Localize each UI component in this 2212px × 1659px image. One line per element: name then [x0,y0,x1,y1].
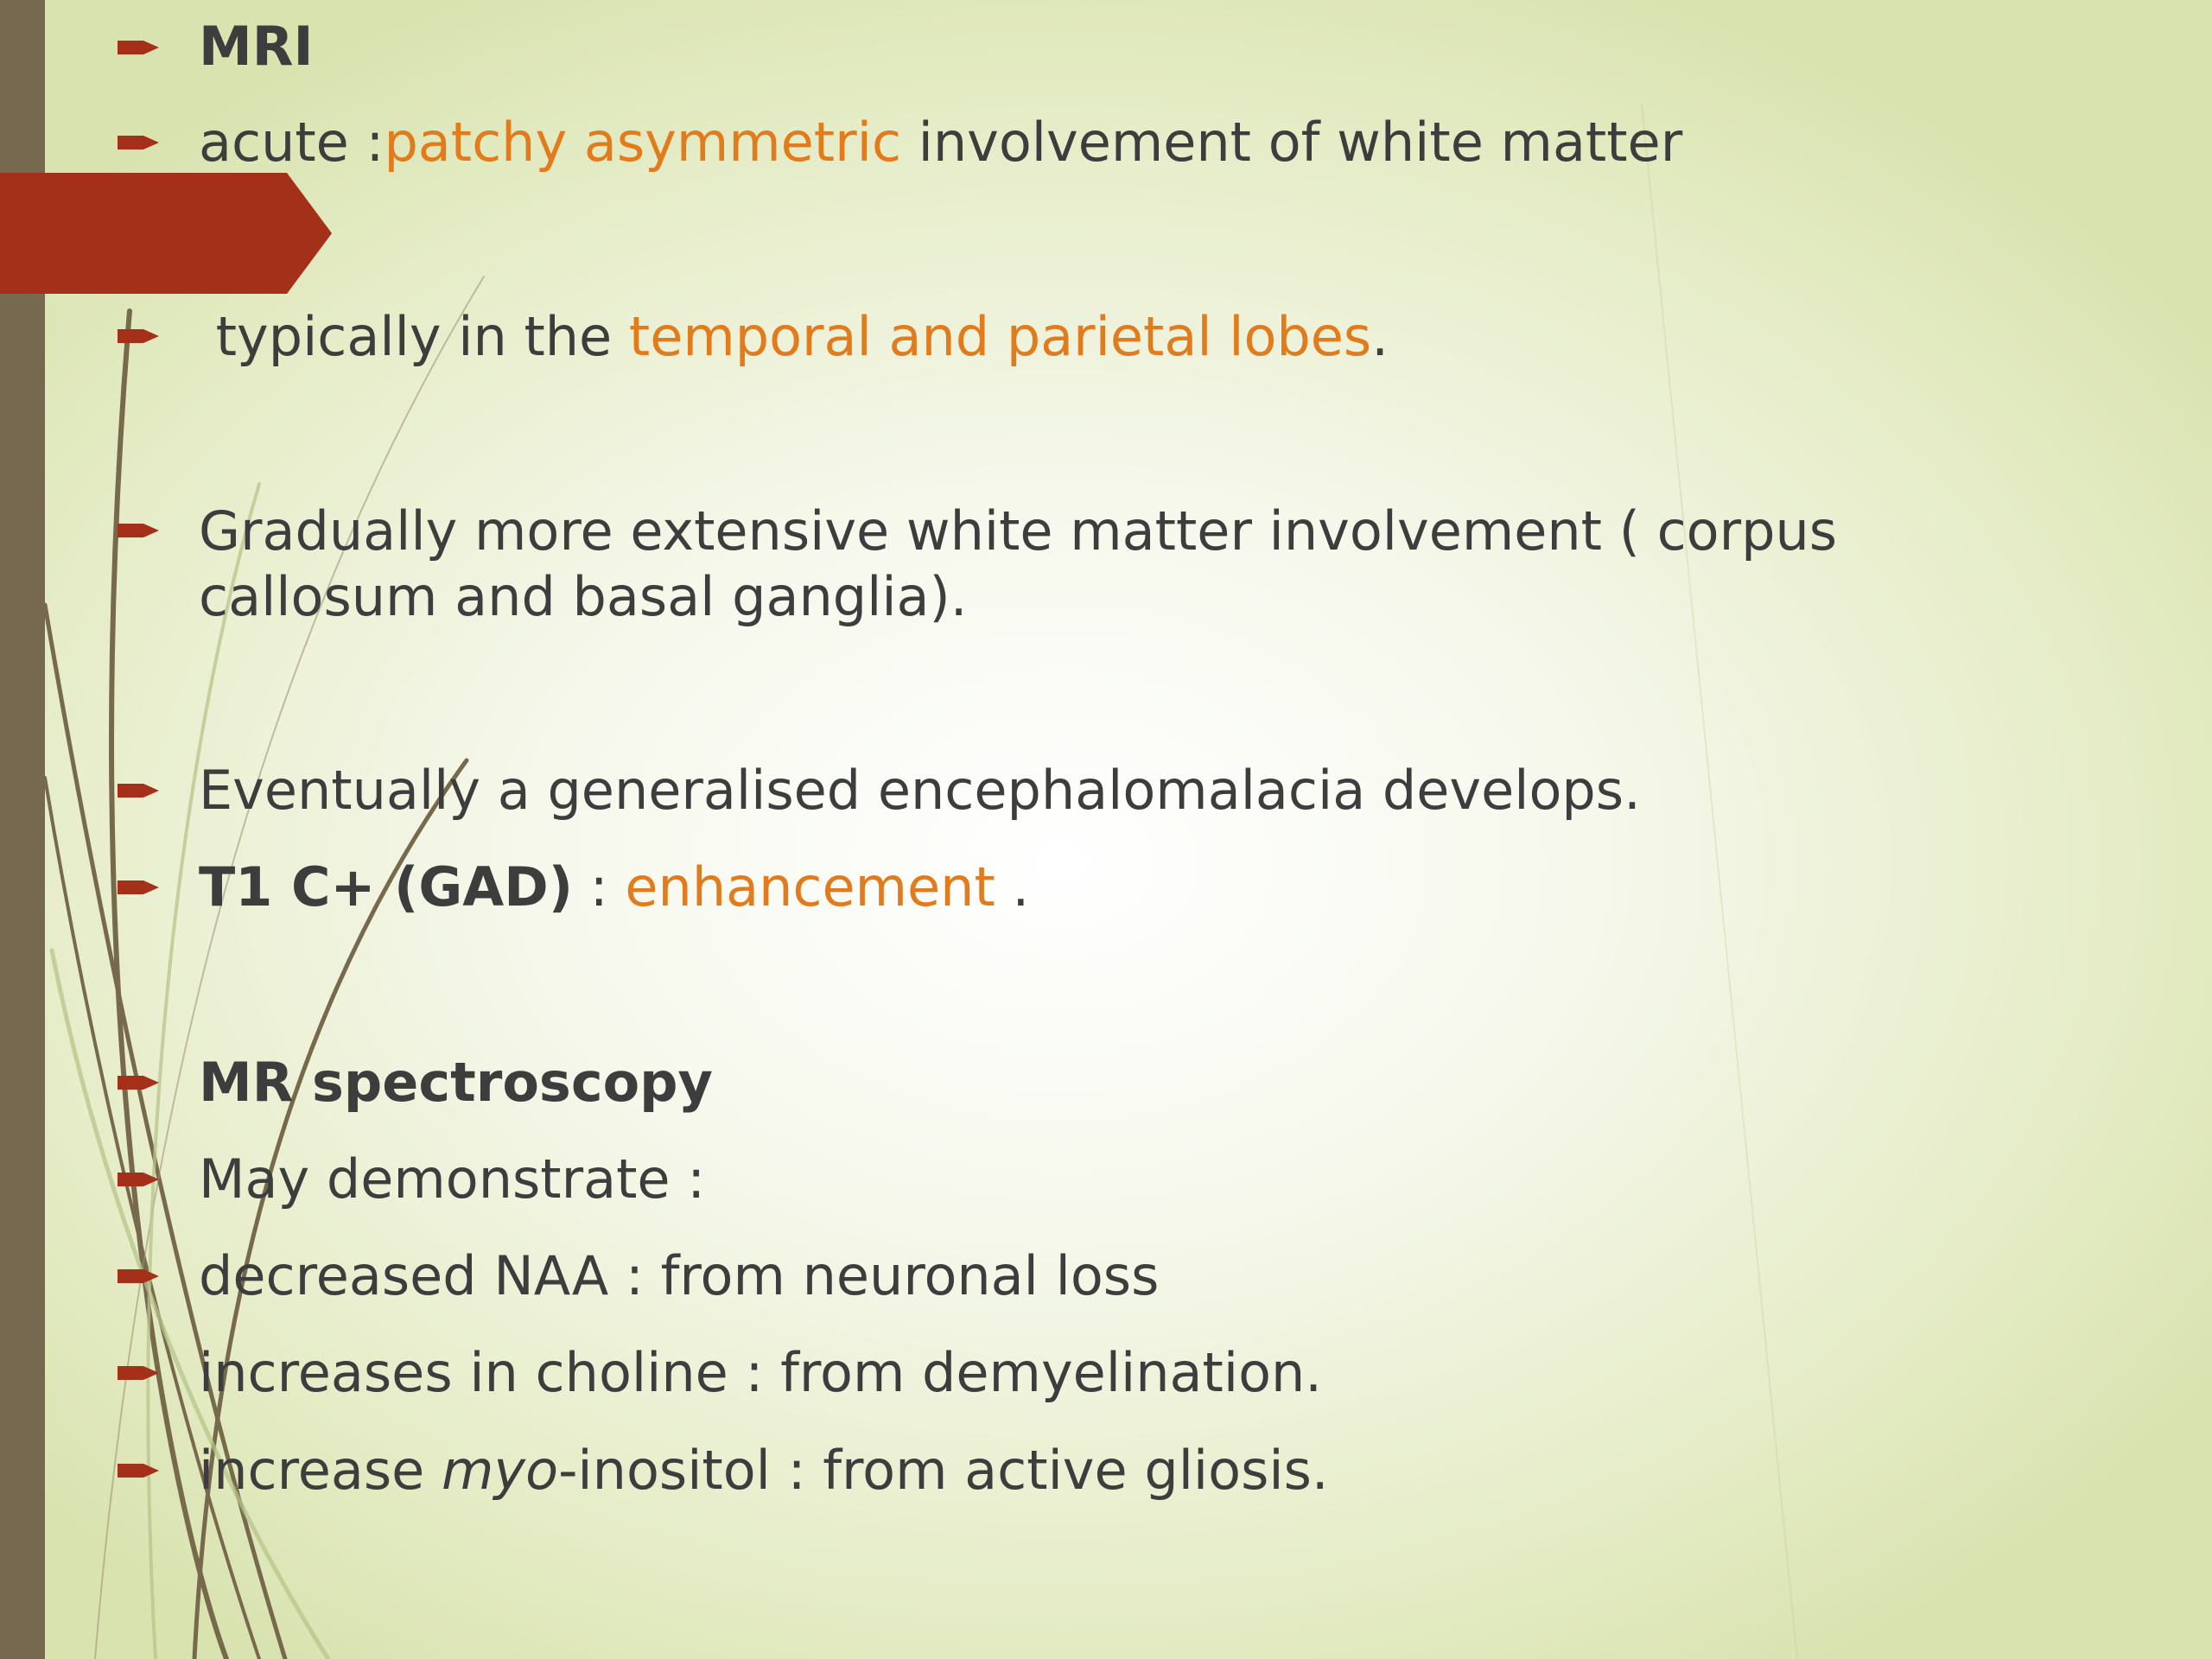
arrow-bullet-icon [118,1265,159,1287]
arrow-bullet-icon [118,1071,159,1094]
heading-mri: MRI [199,15,314,78]
bullet-acute: acute :patchy asymmetric involvement of white matter [199,111,1683,174]
bullet-gradually-line1: Gradually more extensive white matter involvement ( corpus [199,499,1838,563]
arrow-bullet-icon [118,325,159,347]
arrow-bullet-icon [118,36,159,59]
bullet-typically: typically in the temporal and parietal lobes. [199,305,1389,368]
heading-mr-spectroscopy: MR spectroscopy [199,1051,713,1114]
arrow-bullet-icon [118,131,159,154]
red-pentagon-tab [0,173,332,294]
arrow-bullet-icon [118,1168,159,1191]
bullet-gradually-line2: callosum and basal ganglia). [199,565,968,628]
arrow-bullet-icon [118,779,159,802]
bullet-may-demonstrate: May demonstrate : [199,1147,706,1211]
arrow-bullet-icon [118,519,159,542]
bullet-t1-gad: T1 C+ (GAD) : enhancement . [199,855,1030,918]
bullet-increases-choline: increases in choline : from demyelination. [199,1341,1323,1404]
bullet-myo-inositol: increase myo-inositol : from active gliosis. [199,1439,1329,1502]
arrow-bullet-icon [118,876,159,899]
bullet-decreased-naa: decreased NAA : from neuronal loss [199,1244,1160,1307]
arrow-bullet-icon [118,1362,159,1384]
bullet-eventually: Eventually a generalised encephalomalacia develops. [199,759,1641,822]
arrow-bullet-icon [118,1459,159,1482]
